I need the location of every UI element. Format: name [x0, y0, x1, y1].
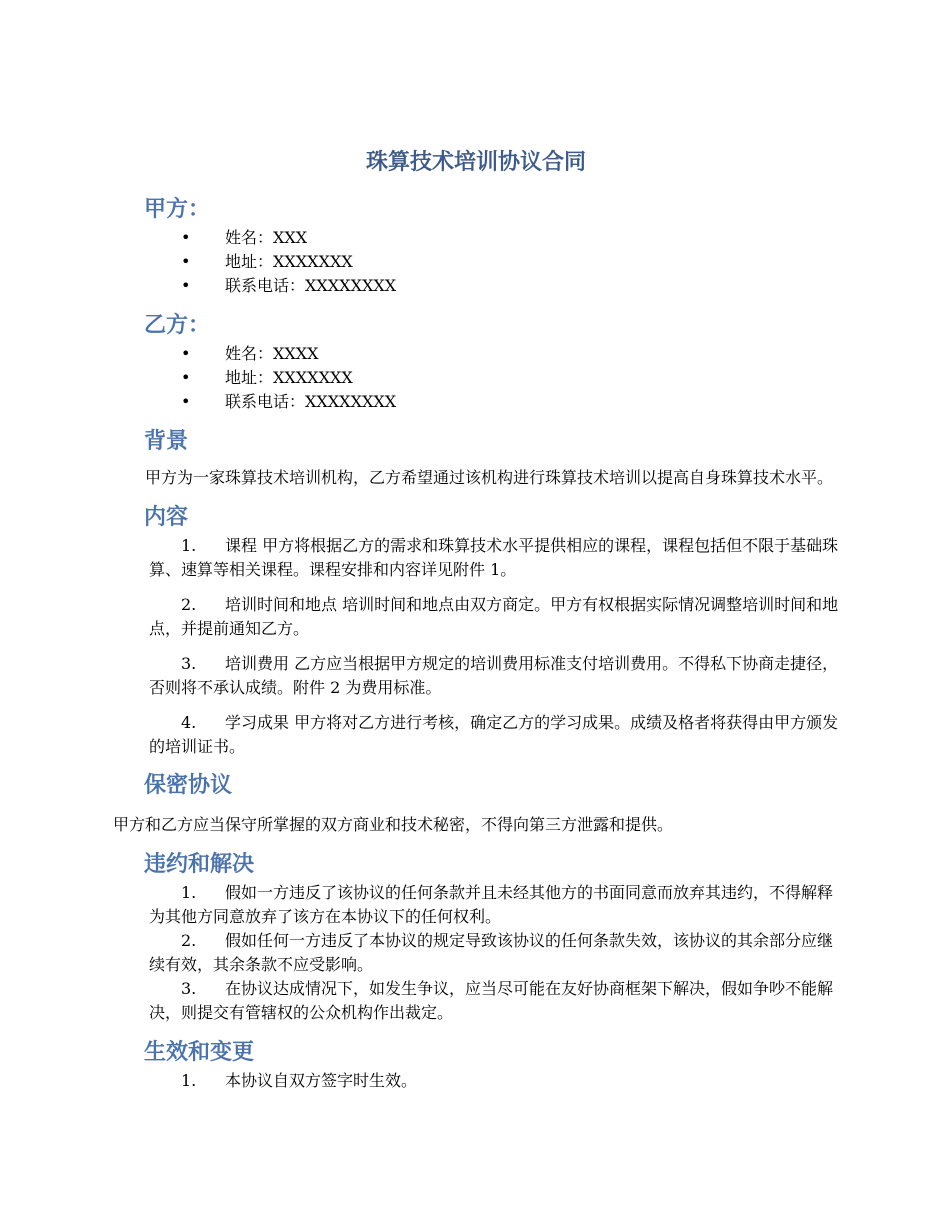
list-item: [113, 652, 839, 700]
item-text: 假如一方违反了该协议的任何条款并且未经其他方的书面同意而放弃其违约，不得解释为其他方同意放弃了该方在本协议下的任何权利。: [149, 883, 834, 926]
party-a-heading: 甲方：: [144, 197, 211, 222]
item-number: 2.: [181, 595, 197, 614]
effect-heading: 生效和变更: [144, 1040, 255, 1065]
list-item: [113, 226, 839, 250]
document-body: [113, 146, 839, 1093]
item-number: 3.: [181, 979, 197, 998]
party-b-address: 地址：XXXXXXX: [225, 368, 353, 387]
item-number: 1.: [181, 1071, 197, 1090]
party-b-heading: 乙方：: [144, 313, 211, 338]
bullet-icon: •: [181, 392, 191, 411]
item-text: 学习成果 甲方将对乙方进行考核，确定乙方的学习成果。成绩及格者将获得由甲方颁发的培训证书。: [149, 713, 839, 756]
list-item: [113, 366, 839, 390]
effect-list: [113, 1069, 839, 1093]
confidentiality-text: 甲方和乙方应当保守所掌握的双方商业和技术秘密，不得向第三方泄露和提供。: [113, 815, 674, 834]
background-heading: 背景: [144, 429, 189, 454]
bullet-icon: •: [181, 228, 191, 247]
list-item: [113, 711, 839, 759]
party-a-name: 姓名：XXX: [225, 228, 308, 247]
list-item: [113, 274, 839, 298]
bullet-icon: •: [181, 276, 191, 295]
party-b-list: [113, 342, 839, 414]
item-number: 2.: [181, 931, 197, 950]
item-text: 假如任何一方违反了本协议的规定导致该协议的任何条款失效，该协议的其余部分应继续有效，其余条款不应受影响。: [149, 931, 834, 974]
list-item: [113, 929, 839, 977]
bullet-icon: •: [181, 344, 191, 363]
party-b-name: 姓名：XXXX: [225, 344, 319, 363]
item-number: 3.: [181, 654, 197, 673]
breach-heading: 违约和解决: [144, 852, 255, 877]
item-number: 1.: [181, 883, 197, 902]
document-title: 珠算技术培训协议合同: [365, 150, 586, 175]
list-item: [113, 342, 839, 366]
party-a-phone: 联系电话：XXXXXXXX: [225, 276, 397, 295]
party-b-phone: 联系电话：XXXXXXXX: [225, 392, 397, 411]
list-item: [113, 534, 839, 582]
item-text: 课程 甲方将根据乙方的需求和珠算技术水平提供相应的课程，课程包括但不限于基础珠算、速算等相关课程。课程安排和内容详见附件 1。: [149, 536, 839, 579]
party-a-address: 地址：XXXXXXX: [225, 252, 353, 271]
list-item: [113, 593, 839, 641]
list-item: [113, 1069, 839, 1093]
bullet-icon: •: [181, 252, 191, 271]
list-item: [113, 881, 839, 929]
list-item: [113, 390, 839, 414]
item-number: 1.: [181, 536, 197, 555]
bullet-icon: •: [181, 368, 191, 387]
content-list: [113, 534, 839, 759]
list-item: [113, 977, 839, 1025]
party-a-list: [113, 226, 839, 298]
item-text: 本协议自双方签字时生效。: [225, 1071, 418, 1090]
item-number: 4.: [181, 713, 197, 732]
item-text: 在协议达成情况下，如发生争议，应当尽可能在友好协商框架下解决，假如争吵不能解决，则提交有管辖权的公众机构作出裁定。: [149, 979, 834, 1022]
item-text: 培训费用 乙方应当根据甲方规定的培训费用标准支付培训费用。不得私下协商走捷径，否则将不承认成绩。附件 2 为费用标准。: [149, 654, 839, 697]
content-heading: 内容: [144, 505, 189, 530]
item-text: 培训时间和地点 培训时间和地点由双方商定。甲方有权根据实际情况调整培训时间和地点，并提前通知乙方。: [149, 595, 839, 638]
breach-list: [113, 881, 839, 1025]
list-item: [113, 250, 839, 274]
background-text: 甲方为一家珠算技术培训机构，乙方希望通过该机构进行珠算技术培训以提高自身珠算技术水平。: [145, 468, 834, 487]
confidentiality-heading: 保密协议: [144, 773, 233, 798]
